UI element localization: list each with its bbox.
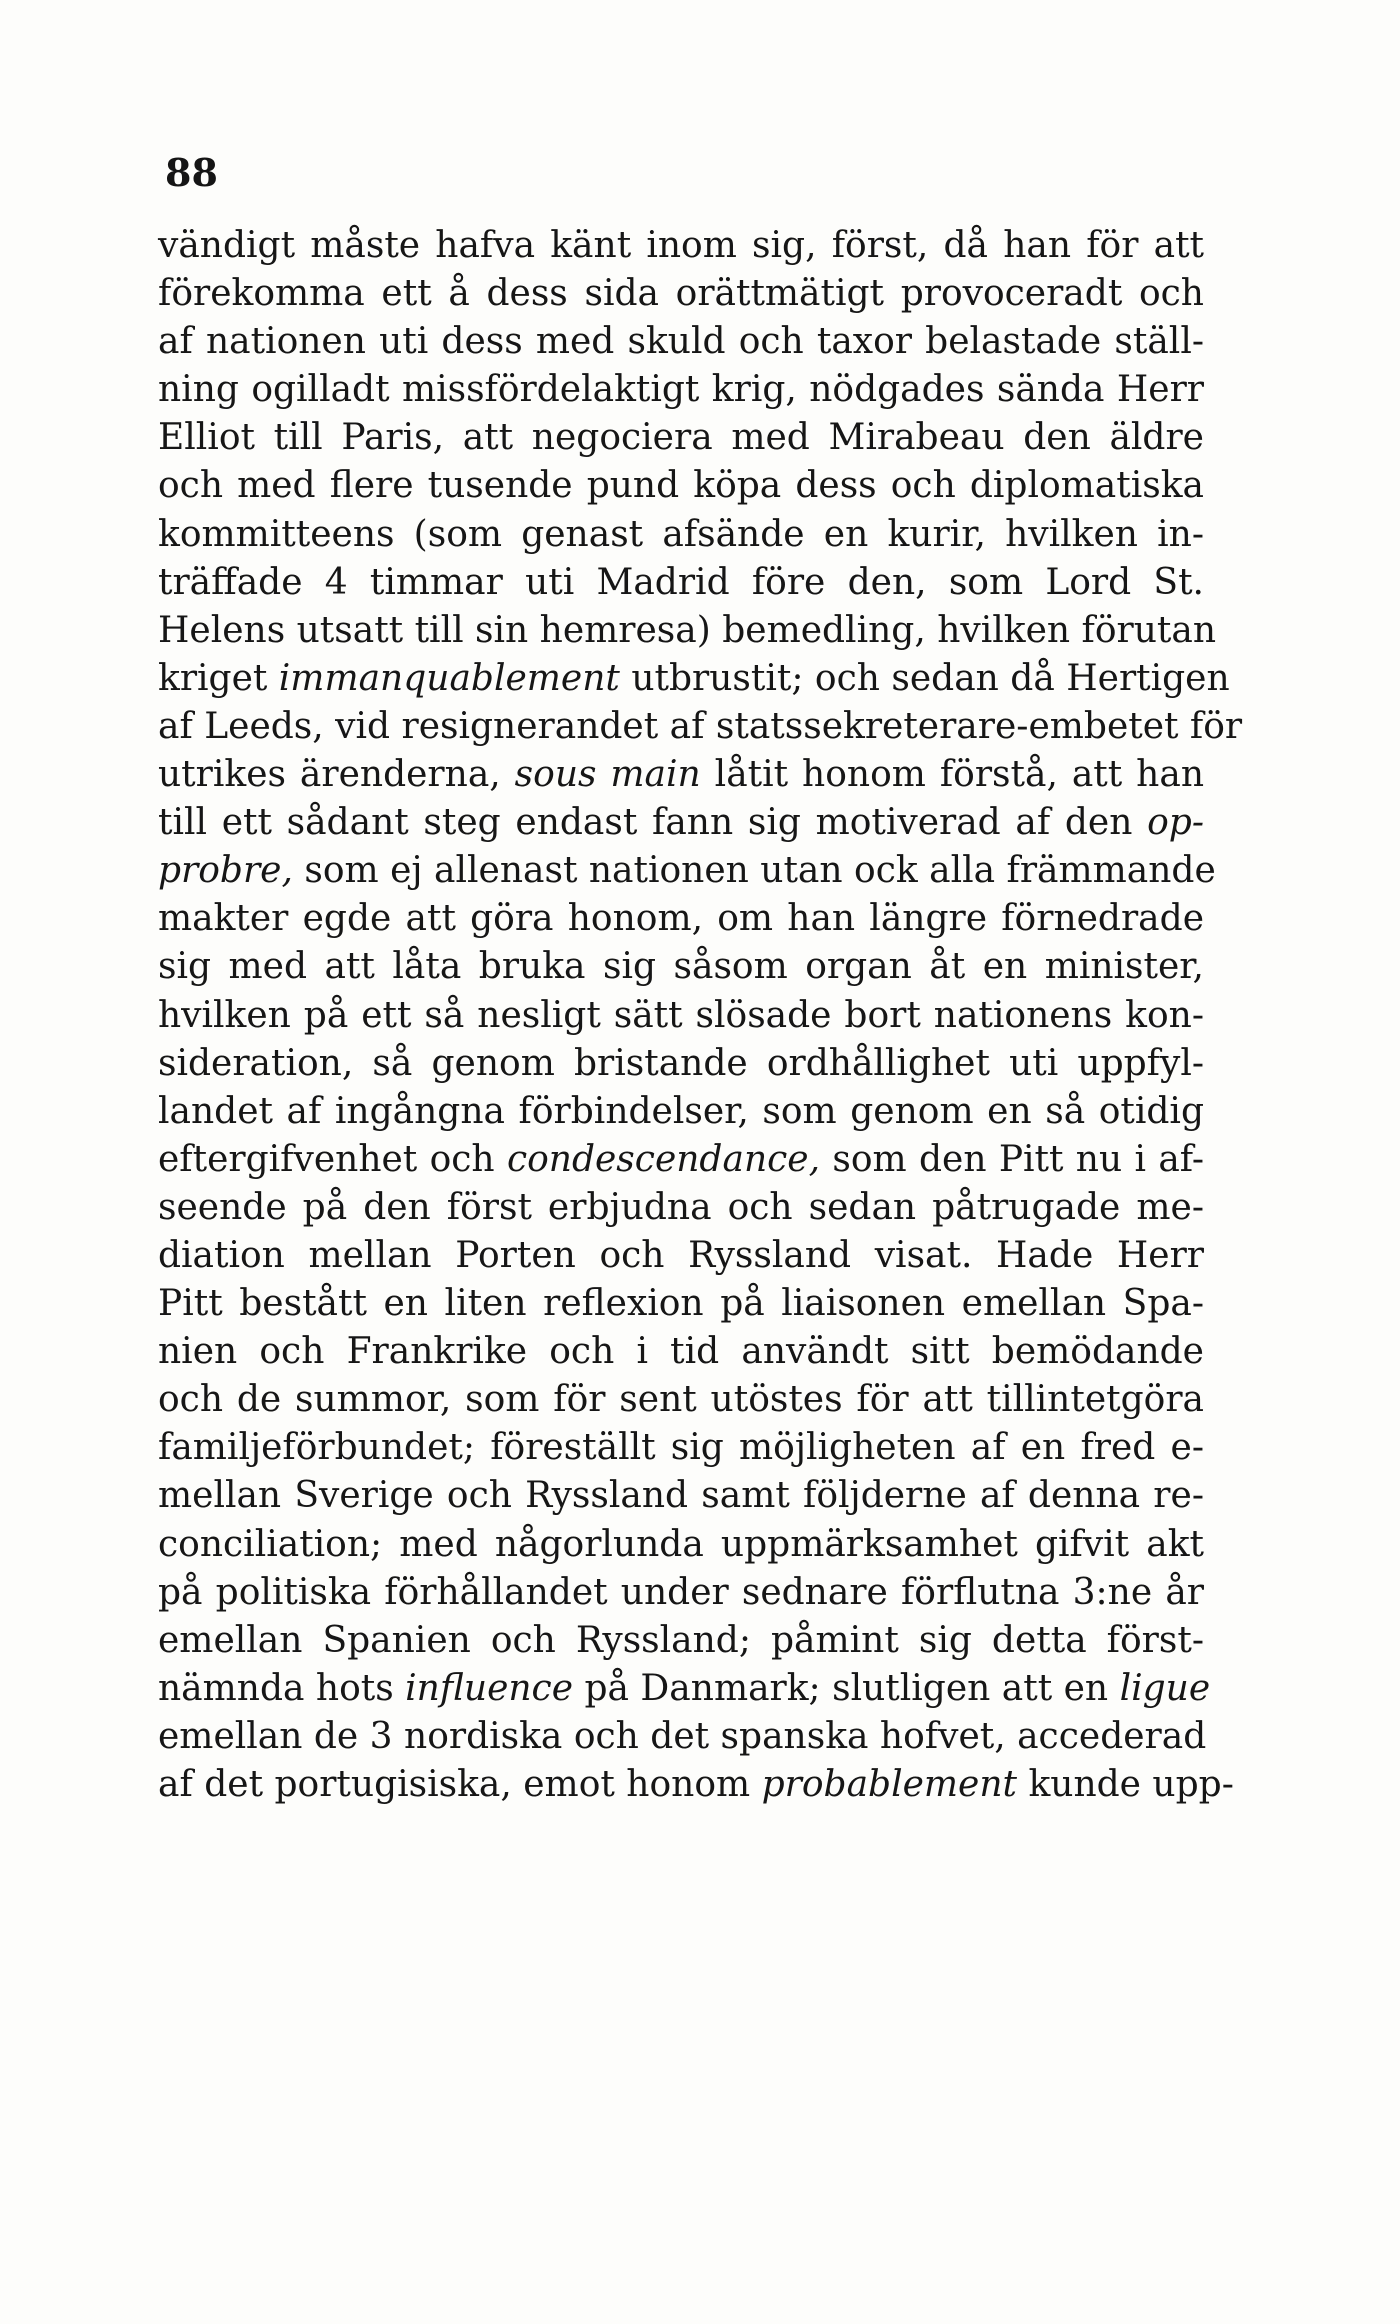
text-line: vändigt måste hafva känt inom sig, först, då han för att [158, 225, 1204, 266]
text-line: Pitt bestått en liten reflexion på liaisonen emellan Spa- [158, 1283, 1204, 1325]
text-line: sideration, så genom bristande ordhållighet uti uppfyl- [158, 1042, 1204, 1084]
text-line: träffade 4 timmar uti Madrid före den, som Lord St. [158, 561, 1204, 603]
body-text [158, 222, 1243, 1809]
italic-phrase: condescendance, [506, 1138, 821, 1180]
text-line: eftergifvenhet och condescendance, som den Pitt nu i af- [158, 1138, 1204, 1180]
text-line: till ett sådant steg endast fann sig motiverad af den op- [158, 802, 1204, 844]
text-line: af det portugisiska, emot honom probablement kunde upp- [158, 1764, 1234, 1805]
text-line: och med flere tusende pund köpa dess och diplomatiska [158, 465, 1204, 507]
italic-phrase: op- [1147, 802, 1204, 844]
text-line: familjeförbundet; föreställt sig möjligheten af en fred e- [158, 1427, 1204, 1469]
italic-phrase: probre, [158, 850, 293, 892]
text-line: på politiska förhållandet under sednare förflutna 3:ne år [158, 1571, 1204, 1613]
text-line: makter egde att göra honom, om han längre förnedrade [158, 898, 1204, 940]
italic-phrase: influence [405, 1667, 574, 1709]
text-line: conciliation; med någorlunda uppmärksamhet gifvit akt [158, 1523, 1204, 1565]
text-line: af Leeds, vid resignerandet af statssekreterare-embetet för [158, 705, 1243, 747]
text-line: förekomma ett å dess sida orättmätigt provoceradt och [158, 273, 1204, 315]
text-line: landet af ingångna förbindelser, som genom en så otidig [158, 1090, 1204, 1132]
text-line: nien och Frankrike och i tid användt sitt bemödande [158, 1331, 1204, 1373]
text-line: probre, som ej allenast nationen utan ock alla främmande [158, 850, 1216, 892]
text-line: ning ogilladt missfördelaktigt krig, nödgades sända Herr [158, 369, 1204, 411]
text-line: och de summor, som för sent utöstes för att tillintetgöra [158, 1379, 1204, 1421]
text-line: hvilken på ett så nesligt sätt slösade bort nationens kon- [158, 994, 1204, 1036]
text-line: utrikes ärenderna, sous main låtit honom förstå, att han [158, 754, 1205, 796]
italic-phrase: sous main [514, 754, 701, 796]
page-number: 88 [165, 150, 218, 195]
text-line: kriget immanquablement utbrustit; och sedan då Hertigen [158, 657, 1230, 699]
text-line: diation mellan Porten och Ryssland visat. Hade Herr [158, 1234, 1204, 1276]
text-line: emellan Spanien och Ryssland; påmint sig detta först- [158, 1619, 1204, 1661]
text-line: Helens utsatt till sin hemresa) bemedling, hvilken förutan [158, 609, 1217, 651]
italic-phrase: ligue [1119, 1667, 1211, 1709]
text-line: emellan de 3 nordiska och det spanska hofvet, accederad [158, 1715, 1207, 1757]
italic-phrase: probablement [761, 1764, 1017, 1805]
text-line: seende på den först erbjudna och sedan påtrugade me- [158, 1186, 1204, 1228]
text-line: af nationen uti dess med skuld och taxor belastade ställ- [158, 321, 1204, 363]
italic-phrase: immanquablement [278, 657, 620, 699]
text-line: sig med att låta bruka sig såsom organ åt en minister, [158, 946, 1204, 988]
text-line: kommitteens (som genast afsände en kurir, hvilken in- [158, 513, 1204, 555]
text-line: mellan Sverige och Ryssland samt följderne af denna re- [158, 1475, 1204, 1517]
text-line: nämnda hots influence på Danmark; slutligen att en ligue [158, 1667, 1211, 1709]
text-line: Elliot till Paris, att negociera med Mirabeau den äldre [158, 417, 1204, 459]
